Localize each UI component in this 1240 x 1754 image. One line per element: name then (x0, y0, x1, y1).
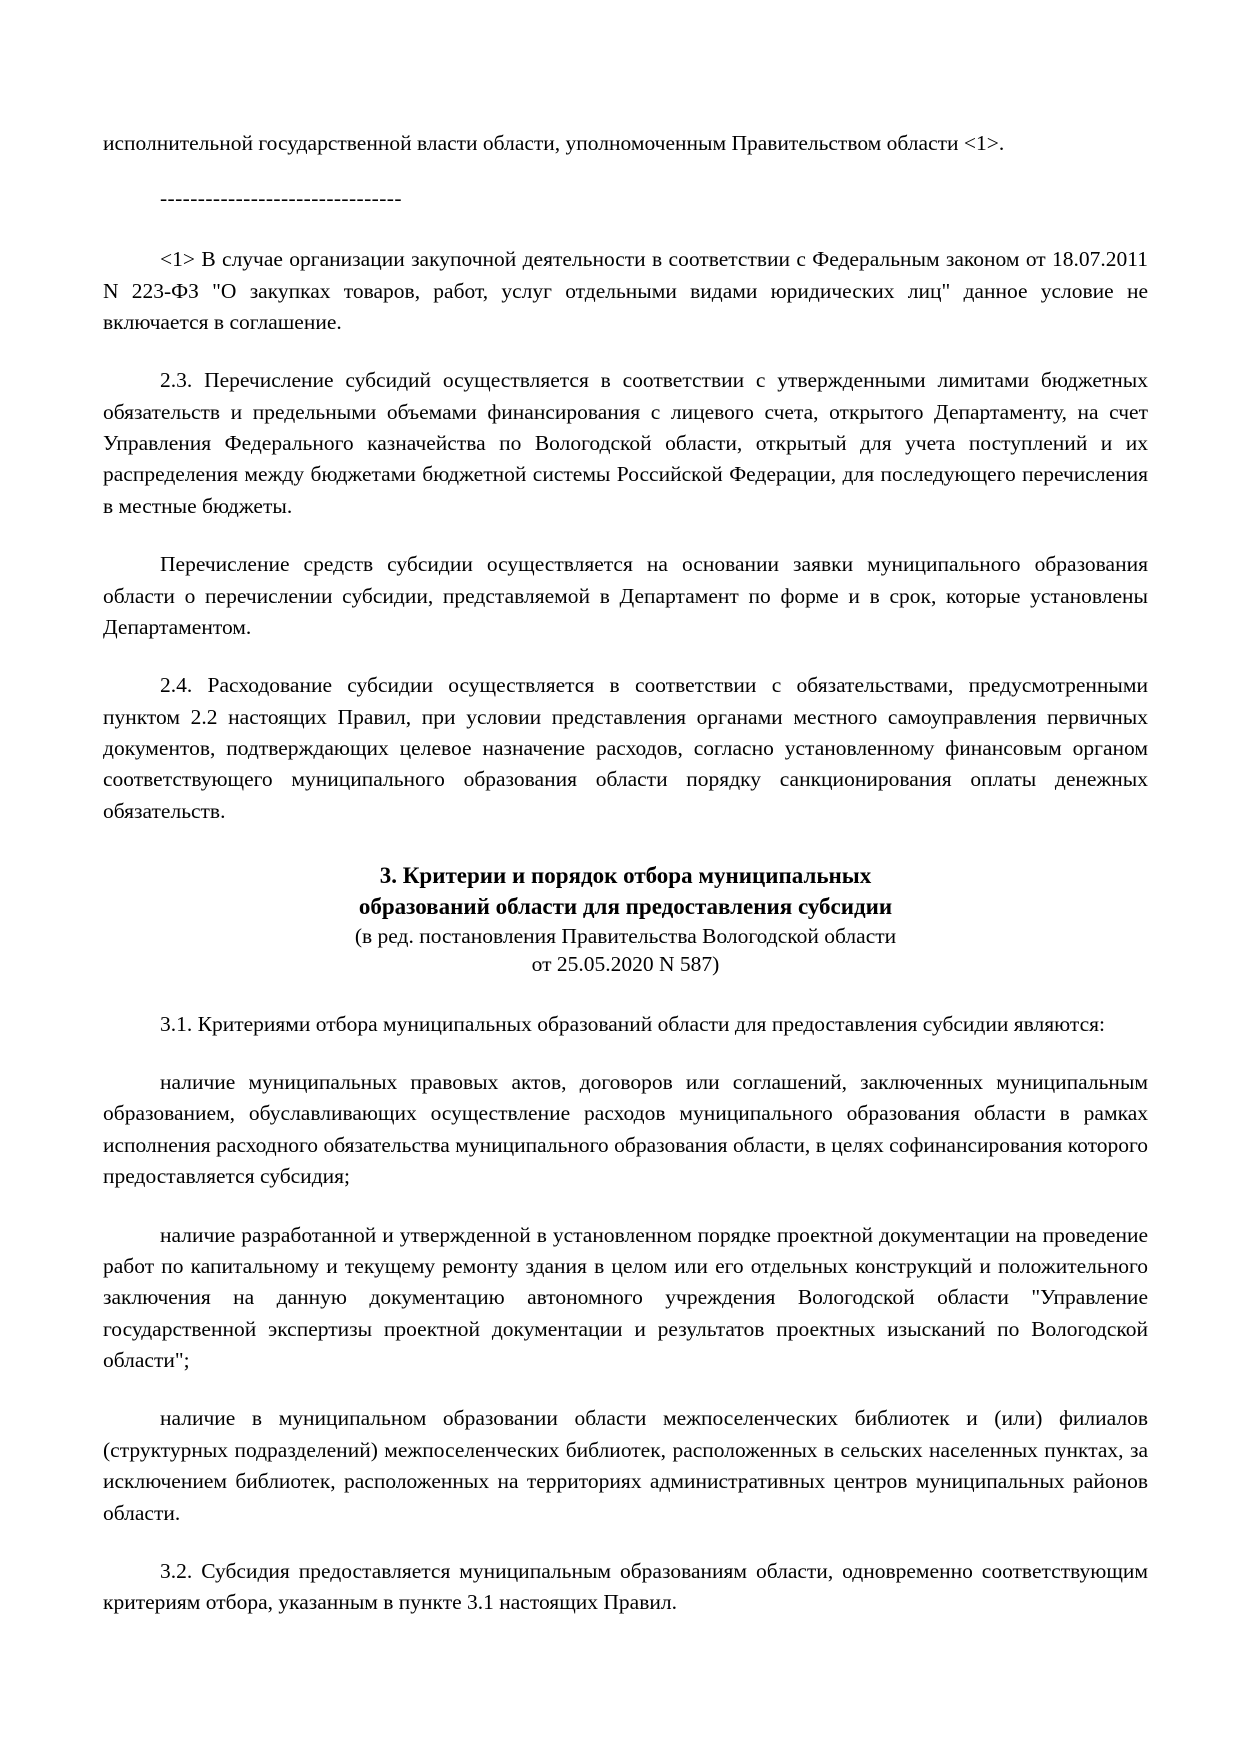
criterion-item-3: наличие в муниципальном образовании области межпоселенческих библиотек и (или) филиалов (структурных подразделений) межпоселенческих библиотек, расположенных в сельских населенных пунктах, за исключением библиотек, расположенных на территориях административных центров муниципальных районов области. (103, 1406, 1148, 1525)
section-3-heading (103, 861, 1148, 978)
footnote-paragraph: <1> В случае организации закупочной деятельности в соответствии с Федеральным законом от 18.07.2011 N 223-ФЗ "О закупках товаров, работ, услуг отдельными видами юридических лиц" данное условие не включается в соглашение. (103, 247, 1148, 334)
section-heading-line-2: образований области для предоставления субсидии (358, 893, 893, 919)
clause-3-1-intro: 3.1. Критериями отбора муниципальных образований области для предоставления субсидии являются: (160, 1011, 1105, 1036)
clause-2-3-paragraph-2: Перечисление средств субсидии осуществляется на основании заявки муниципального образования области о перечислении субсидии, представляемой в Департамент по форме и в срок, которые установлены Департаментом. (103, 552, 1148, 639)
continued-paragraph: исполнительной государственной власти области, уполномоченным Правительством области <1>. (103, 131, 1005, 155)
section-heading-line-1: 3. Критерии и порядок отбора муниципальных (379, 863, 872, 889)
section-heading-note-line-2: от 25.05.2020 N 587) (531, 952, 720, 977)
document-body (103, 128, 1148, 1619)
criterion-item-1: наличие муниципальных правовых актов, договоров или соглашений, заключенных муниципальным образованием, обуславливающих осуществление расходов муниципального образования области в рамках исполнения расходного обязательства муниципального образования области, в целях софинансирования которого предоставляется субсидия; (103, 1070, 1148, 1189)
clause-3-2-paragraph: 3.2. Субсидия предоставляется муниципальным образованиям области, одновременно соответствующим критериям отбора, указанным в пункте 3.1 настоящих Правил. (103, 1558, 1148, 1615)
clause-2-4-paragraph: 2.4. Расходование субсидии осуществляется в соответствии с обязательствами, предусмотренными пунктом 2.2 настоящих Правил, при условии представления органами местного самоуправления первичных документов, подтверждающих целевое назначение расходов, согласно установленному финансовым органом соответствующего муниципального образования области порядку санкционирования оплаты денежных обязательств. (103, 673, 1148, 823)
criterion-item-2: наличие разработанной и утвержденной в установленном порядке проектной документации на проведение работ по капитальному и текущему ремонту здания в целом или его отдельных конструкций и положительного заключения на данную документацию автономного учреждения Вологодской области "Управление государственной экспертизы проектной документации и результатов проектных изысканий по Вологодской области"; (103, 1222, 1148, 1373)
footnote-separator: -------------------------------- (160, 186, 402, 211)
clause-2-3-paragraph-1: 2.3. Перечисление субсидий осуществляется в соответствии с утвержденными лимитами бюджетных обязательств и предельными объемами финансирования с лицевого счета, открытого Департаменту, на счет Управления Федерального казначейства по Вологодской области, открытый для учета поступлений и их распределения между бюджетами бюджетной системы Российской Федерации, для последующего перечисления в местные бюджеты. (103, 368, 1148, 518)
section-heading-note-line-1: (в ред. постановления Правительства Вологодской области (354, 923, 897, 948)
